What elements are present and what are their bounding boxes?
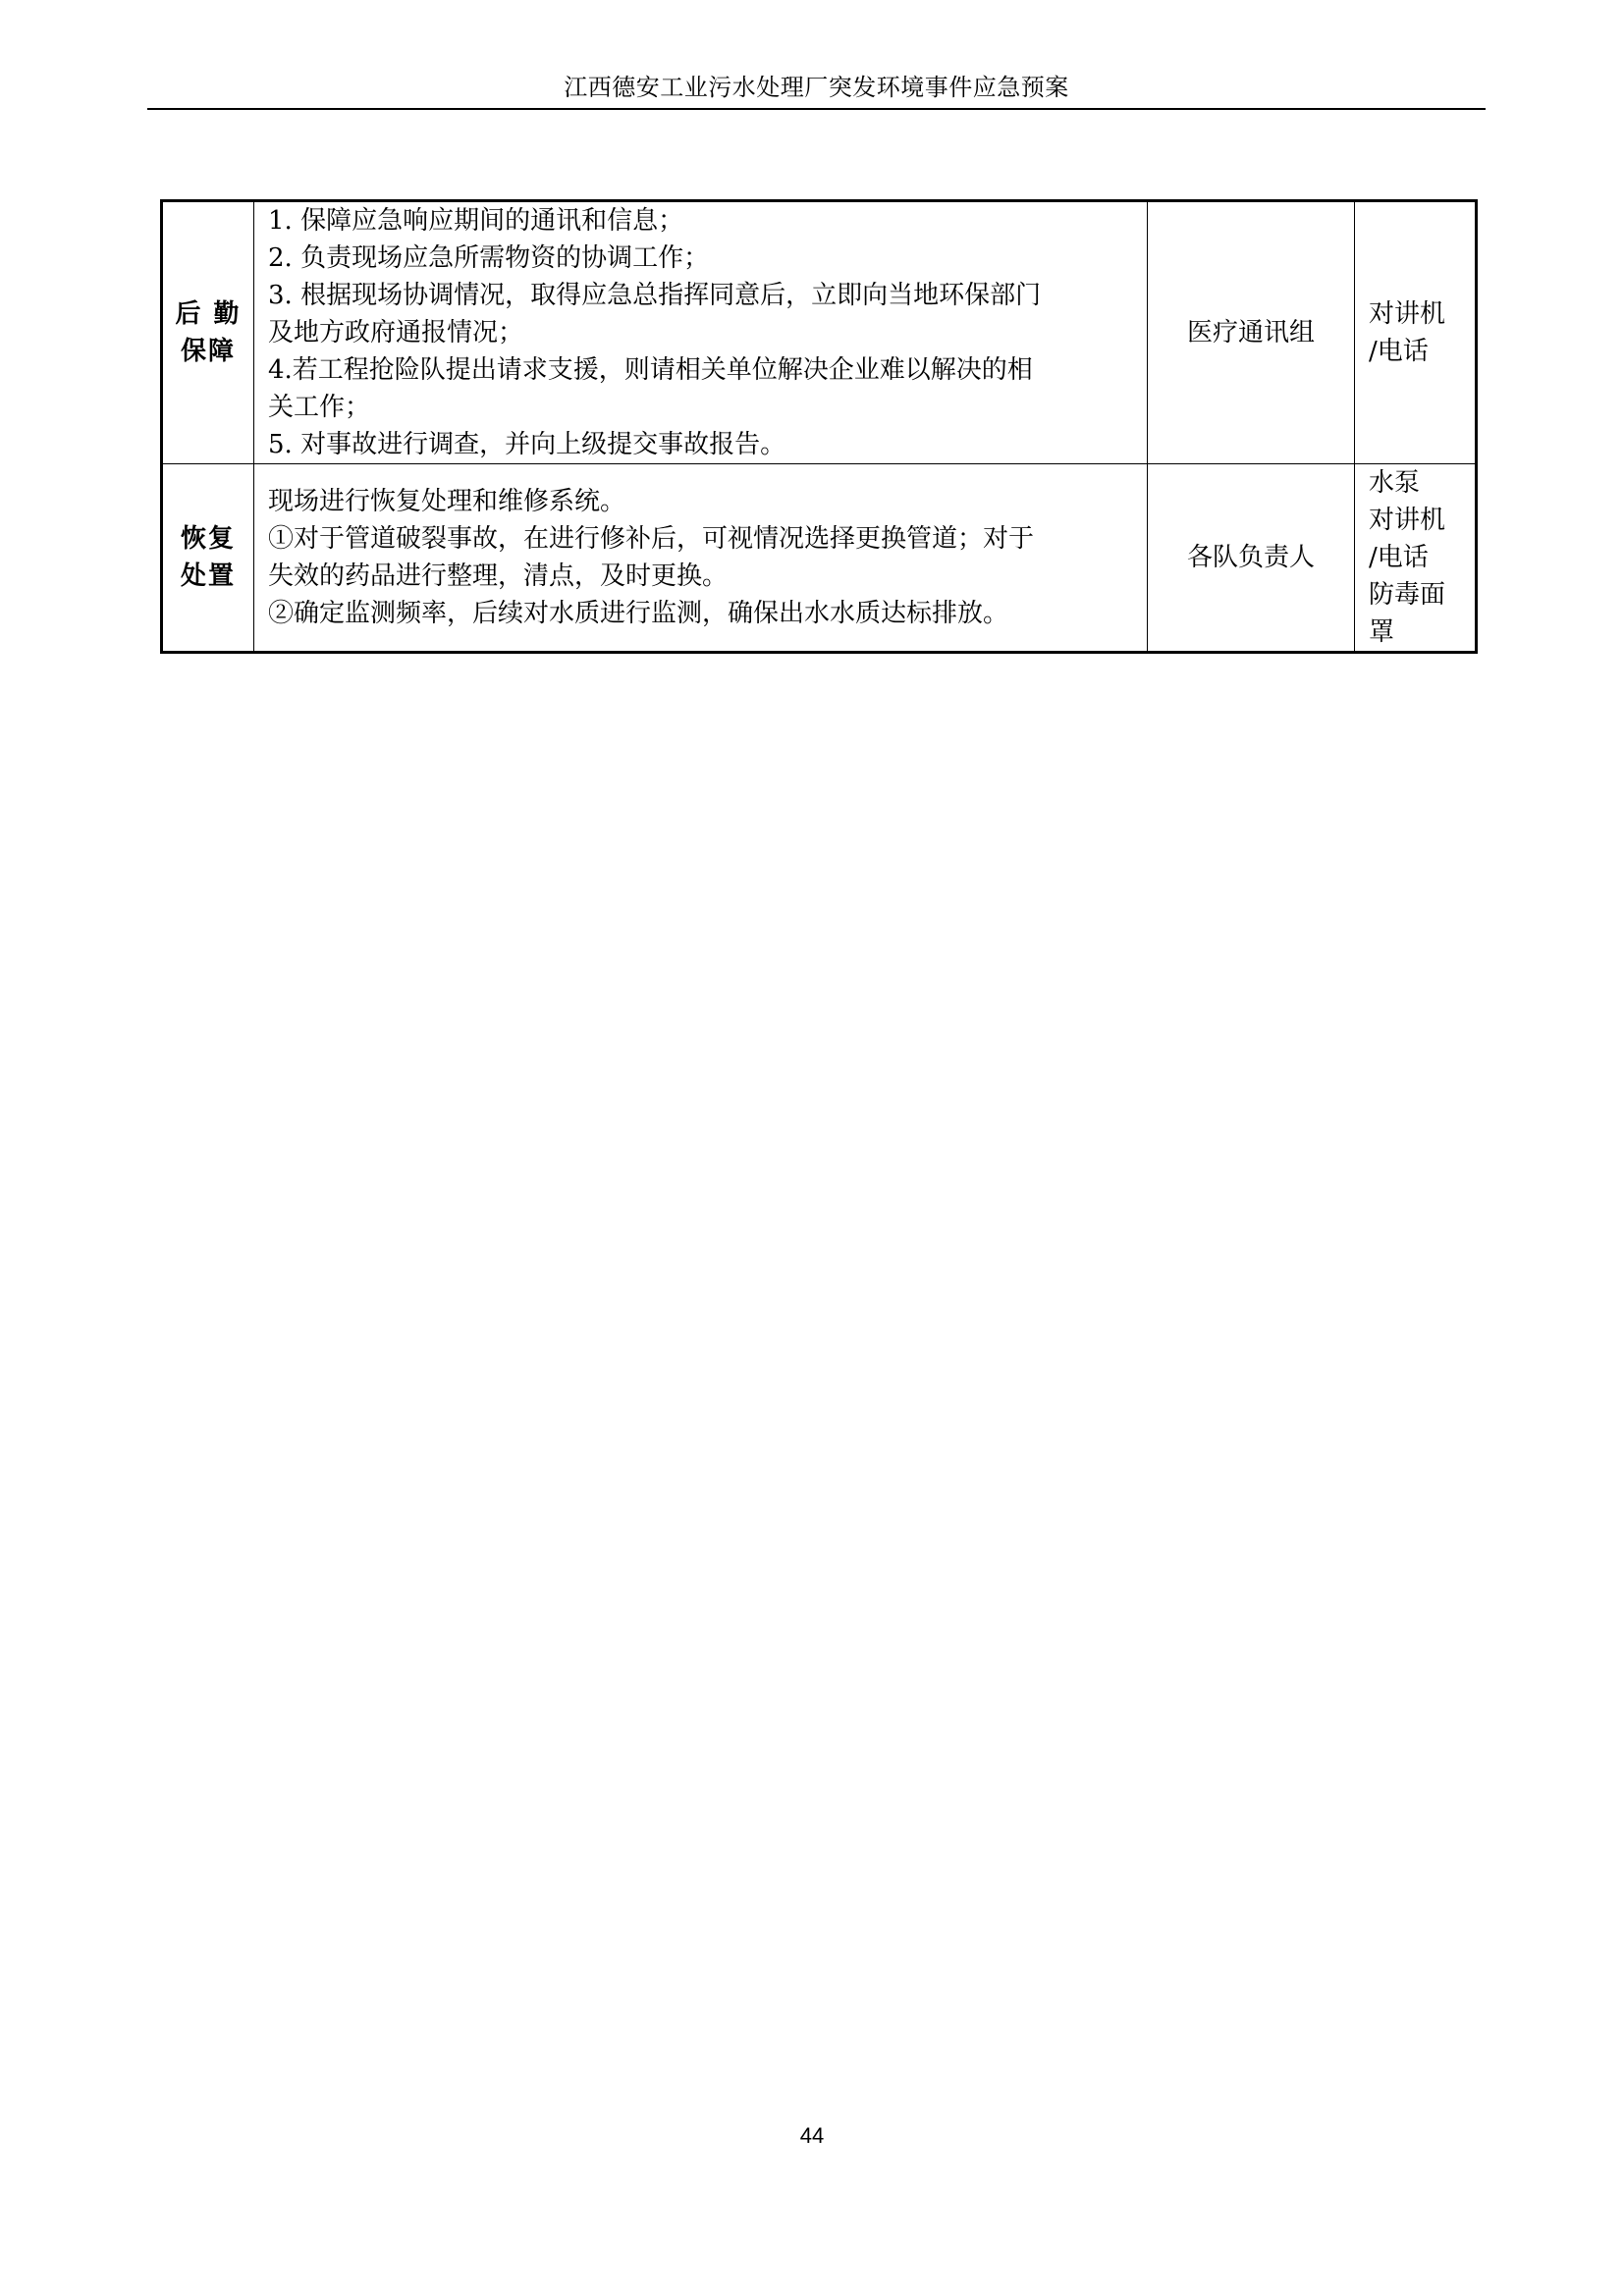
category-cell (162, 464, 254, 653)
equipment-line: /电话 (1369, 543, 1429, 572)
category-line: 恢复 (180, 524, 236, 554)
duty-line: 5. 对事故进行调查，并向上级提交事故报告。 (268, 430, 786, 459)
equipment-line: /电话 (1369, 337, 1429, 366)
duty-line: 1. 保障应急响应期间的通讯和信息； (268, 206, 684, 236)
duty-line: 3. 根据现场协调情况，取得应急总指挥同意后，立即向当地环保部门 (268, 281, 1042, 310)
equipment-line: 防毒面 (1369, 580, 1446, 610)
header-divider (147, 108, 1486, 110)
duty-line: 现场进行恢复处理和维修系统。 (268, 487, 626, 516)
equipment-line: 罩 (1369, 617, 1395, 647)
page-number: 44 (799, 2123, 825, 2148)
equipment-line: 水泵 (1369, 468, 1421, 498)
equipment-cell (1355, 201, 1477, 464)
category-cell (162, 201, 254, 464)
category-line: 后 勤 (175, 299, 242, 329)
team-cell: 医疗通讯组 (1148, 201, 1355, 464)
responsibility-table (160, 199, 1478, 654)
duty-line: 关工作； (268, 393, 371, 422)
duty-line: ①对于管道破裂事故，在进行修补后，可视情况选择更换管道；对于 (268, 524, 1035, 554)
duty-line: 及地方政府通报情况； (268, 318, 524, 347)
table-row (162, 464, 1477, 653)
equipment-line: 对讲机 (1369, 299, 1446, 329)
team-cell: 各队负责人 (1148, 464, 1355, 653)
duty-line: ②确定监测频率，后续对水质进行监测，确保出水水质达标排放。 (268, 599, 1009, 628)
equipment-cell (1355, 464, 1477, 653)
duty-cell (254, 201, 1148, 464)
duty-line: 失效的药品进行整理，清点，及时更换。 (268, 561, 729, 591)
table-row (162, 201, 1477, 464)
duty-line: 2. 负责现场应急所需物资的协调工作； (268, 243, 710, 273)
category-line: 保障 (180, 337, 236, 366)
category-line: 处置 (180, 561, 236, 591)
document-header-title: 江西德安工业污水处理厂突发环境事件应急预案 (564, 74, 1069, 101)
equipment-line: 对讲机 (1369, 506, 1446, 535)
duty-line: 4.若工程抢险队提出请求支援，则请相关单位解决企业难以解决的相 (268, 355, 1033, 385)
duty-cell (254, 464, 1148, 653)
